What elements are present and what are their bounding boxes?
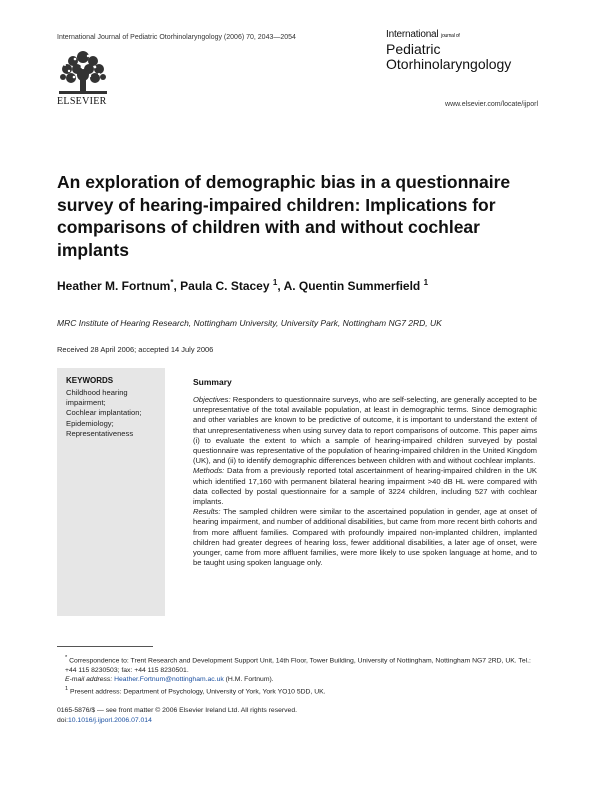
doi-link[interactable]: 10.1016/j.ijporl.2006.07.014 bbox=[67, 716, 152, 724]
author-name: A. Quentin Summerfield bbox=[283, 279, 421, 293]
footnote-present-address bbox=[57, 685, 537, 697]
brand-international: International bbox=[386, 29, 439, 40]
keyword-item: Childhood hearing impairment; bbox=[66, 388, 128, 408]
author-list bbox=[57, 278, 428, 293]
email-link[interactable]: Heather.Fortnum@nottingham.ac.uk bbox=[114, 676, 224, 684]
footnote-email bbox=[57, 675, 537, 685]
footnote-correspondence bbox=[57, 654, 537, 675]
footnotes bbox=[57, 654, 537, 697]
objectives-text: Responders to questionnaire surveys, who are self-selecting, are generally accepted to be unrepresentative of the total available population, at least in demographic terms. Since demographic and other variables are known to be predictive of outcome, it is important to understand the extent of that unrepresentativeness when using survey data to report comparisons of outcome. This paper aims (i) to evaluate the extent to which a sample of hearing-impaired children surveyed by postal questionnaire was representative of the population of hearing-impaired children in the United Kingdom (UK), and (ii) to identify demographic differences between children with and without cochlear implants. bbox=[193, 395, 537, 466]
keyword-item: Representativeness bbox=[66, 428, 134, 438]
footnote-mark: * bbox=[65, 655, 68, 661]
present-address-text: Present address: Department of Psychology, University of York, York YO10 5DD, UK. bbox=[70, 688, 326, 696]
publisher-name: ELSEVIER bbox=[57, 96, 107, 107]
keywords-list bbox=[66, 388, 162, 439]
correspondence-text: Correspondence to: Trent Research and Development Support Unit, 14th Floor, Tower Building, University of Nottingham, Nottingham NG7 2RD, UK. Tel.: +44 115 8230503; fax: +44 115 8230501. bbox=[65, 657, 531, 674]
author-separator: , bbox=[277, 279, 284, 293]
affiliation: MRC Institute of Hearing Research, Nottingham University, University Park, Nottingham NG7 2RD, UK bbox=[57, 318, 442, 328]
copyright-line: 0165-5876/$ — see front matter © 2006 Elsevier Ireland Ltd. All rights reserved. bbox=[57, 707, 298, 714]
results-label: Results: bbox=[193, 507, 221, 517]
keywords-heading: KEYWORDS bbox=[66, 376, 114, 385]
email-suffix: (H.M. Fortnum). bbox=[225, 676, 274, 684]
author-mark[interactable]: * bbox=[170, 278, 174, 287]
objectives-label: Objectives: bbox=[193, 395, 231, 404]
article-title: An exploration of demographic bias in a questionnaire survey of hearing-impaired children: Implications for comparisons of children with and without cochlear implants bbox=[57, 172, 511, 260]
author-name: Heather M. Fortnum bbox=[57, 279, 171, 293]
abstract-results bbox=[193, 507, 537, 568]
summary-heading: Summary bbox=[193, 377, 232, 387]
doi-line bbox=[57, 716, 537, 726]
email-label: E-mail address: bbox=[65, 676, 113, 684]
journal-brand bbox=[386, 30, 511, 71]
abstract-objectives bbox=[193, 395, 537, 466]
journal-brand-line1 bbox=[386, 30, 511, 40]
results-text: The sampled children were similar to the ascertained population in gender, age at onset of hearing impairment, and number of additional disabilities, but came from more recent birth cohorts and from more affluent families. Compared with profoundly impaired non-implanted children, implanted children had greater degrees of hearing loss, fewer additional disabilities, a later age of onset, were younger, came from more affluent families, were more likely to use spoken language at home, and to be taught using spoken language only. bbox=[193, 507, 538, 568]
journal-website[interactable]: www.elsevier.com/locate/ijporl bbox=[445, 101, 538, 108]
keyword-item: Cochlear implantation; bbox=[66, 408, 142, 418]
author-mark[interactable]: 1 bbox=[272, 278, 278, 287]
journal-citation: International Journal of Pediatric Otorhinolaryngology (2006) 70, 2043—2054 bbox=[57, 34, 296, 41]
methods-label: Methods: bbox=[193, 466, 225, 476]
author-name: Paula C. Stacey bbox=[180, 279, 270, 293]
abstract-methods bbox=[193, 466, 537, 507]
author-mark[interactable]: 1 bbox=[423, 278, 429, 287]
journal-brand-line3: Otorhinolaryngology bbox=[386, 56, 512, 72]
journal-brand-line2: Pediatric bbox=[386, 41, 441, 57]
copyright-block bbox=[57, 706, 537, 726]
author-separator: , bbox=[173, 279, 181, 293]
received-accepted-dates: Received 28 April 2006; accepted 14 July 2006 bbox=[57, 345, 214, 354]
footnote-divider bbox=[57, 646, 153, 647]
doi-label: doi: bbox=[57, 716, 68, 724]
footnote-mark: 1 bbox=[65, 686, 69, 693]
abstract-body bbox=[193, 395, 537, 568]
keyword-item: Epidemiology; bbox=[66, 418, 114, 428]
brand-journal-of: journal of bbox=[441, 33, 460, 39]
methods-text: Data from a previously reported total ascertainment of hearing-impaired children in the UK which identified 17,160 with permanent bilateral hearing impairment >40 dB HL were compared with data collected by postal questionnaire for a sample of 3224 children, including 527 with cochlear implants. bbox=[193, 466, 537, 507]
